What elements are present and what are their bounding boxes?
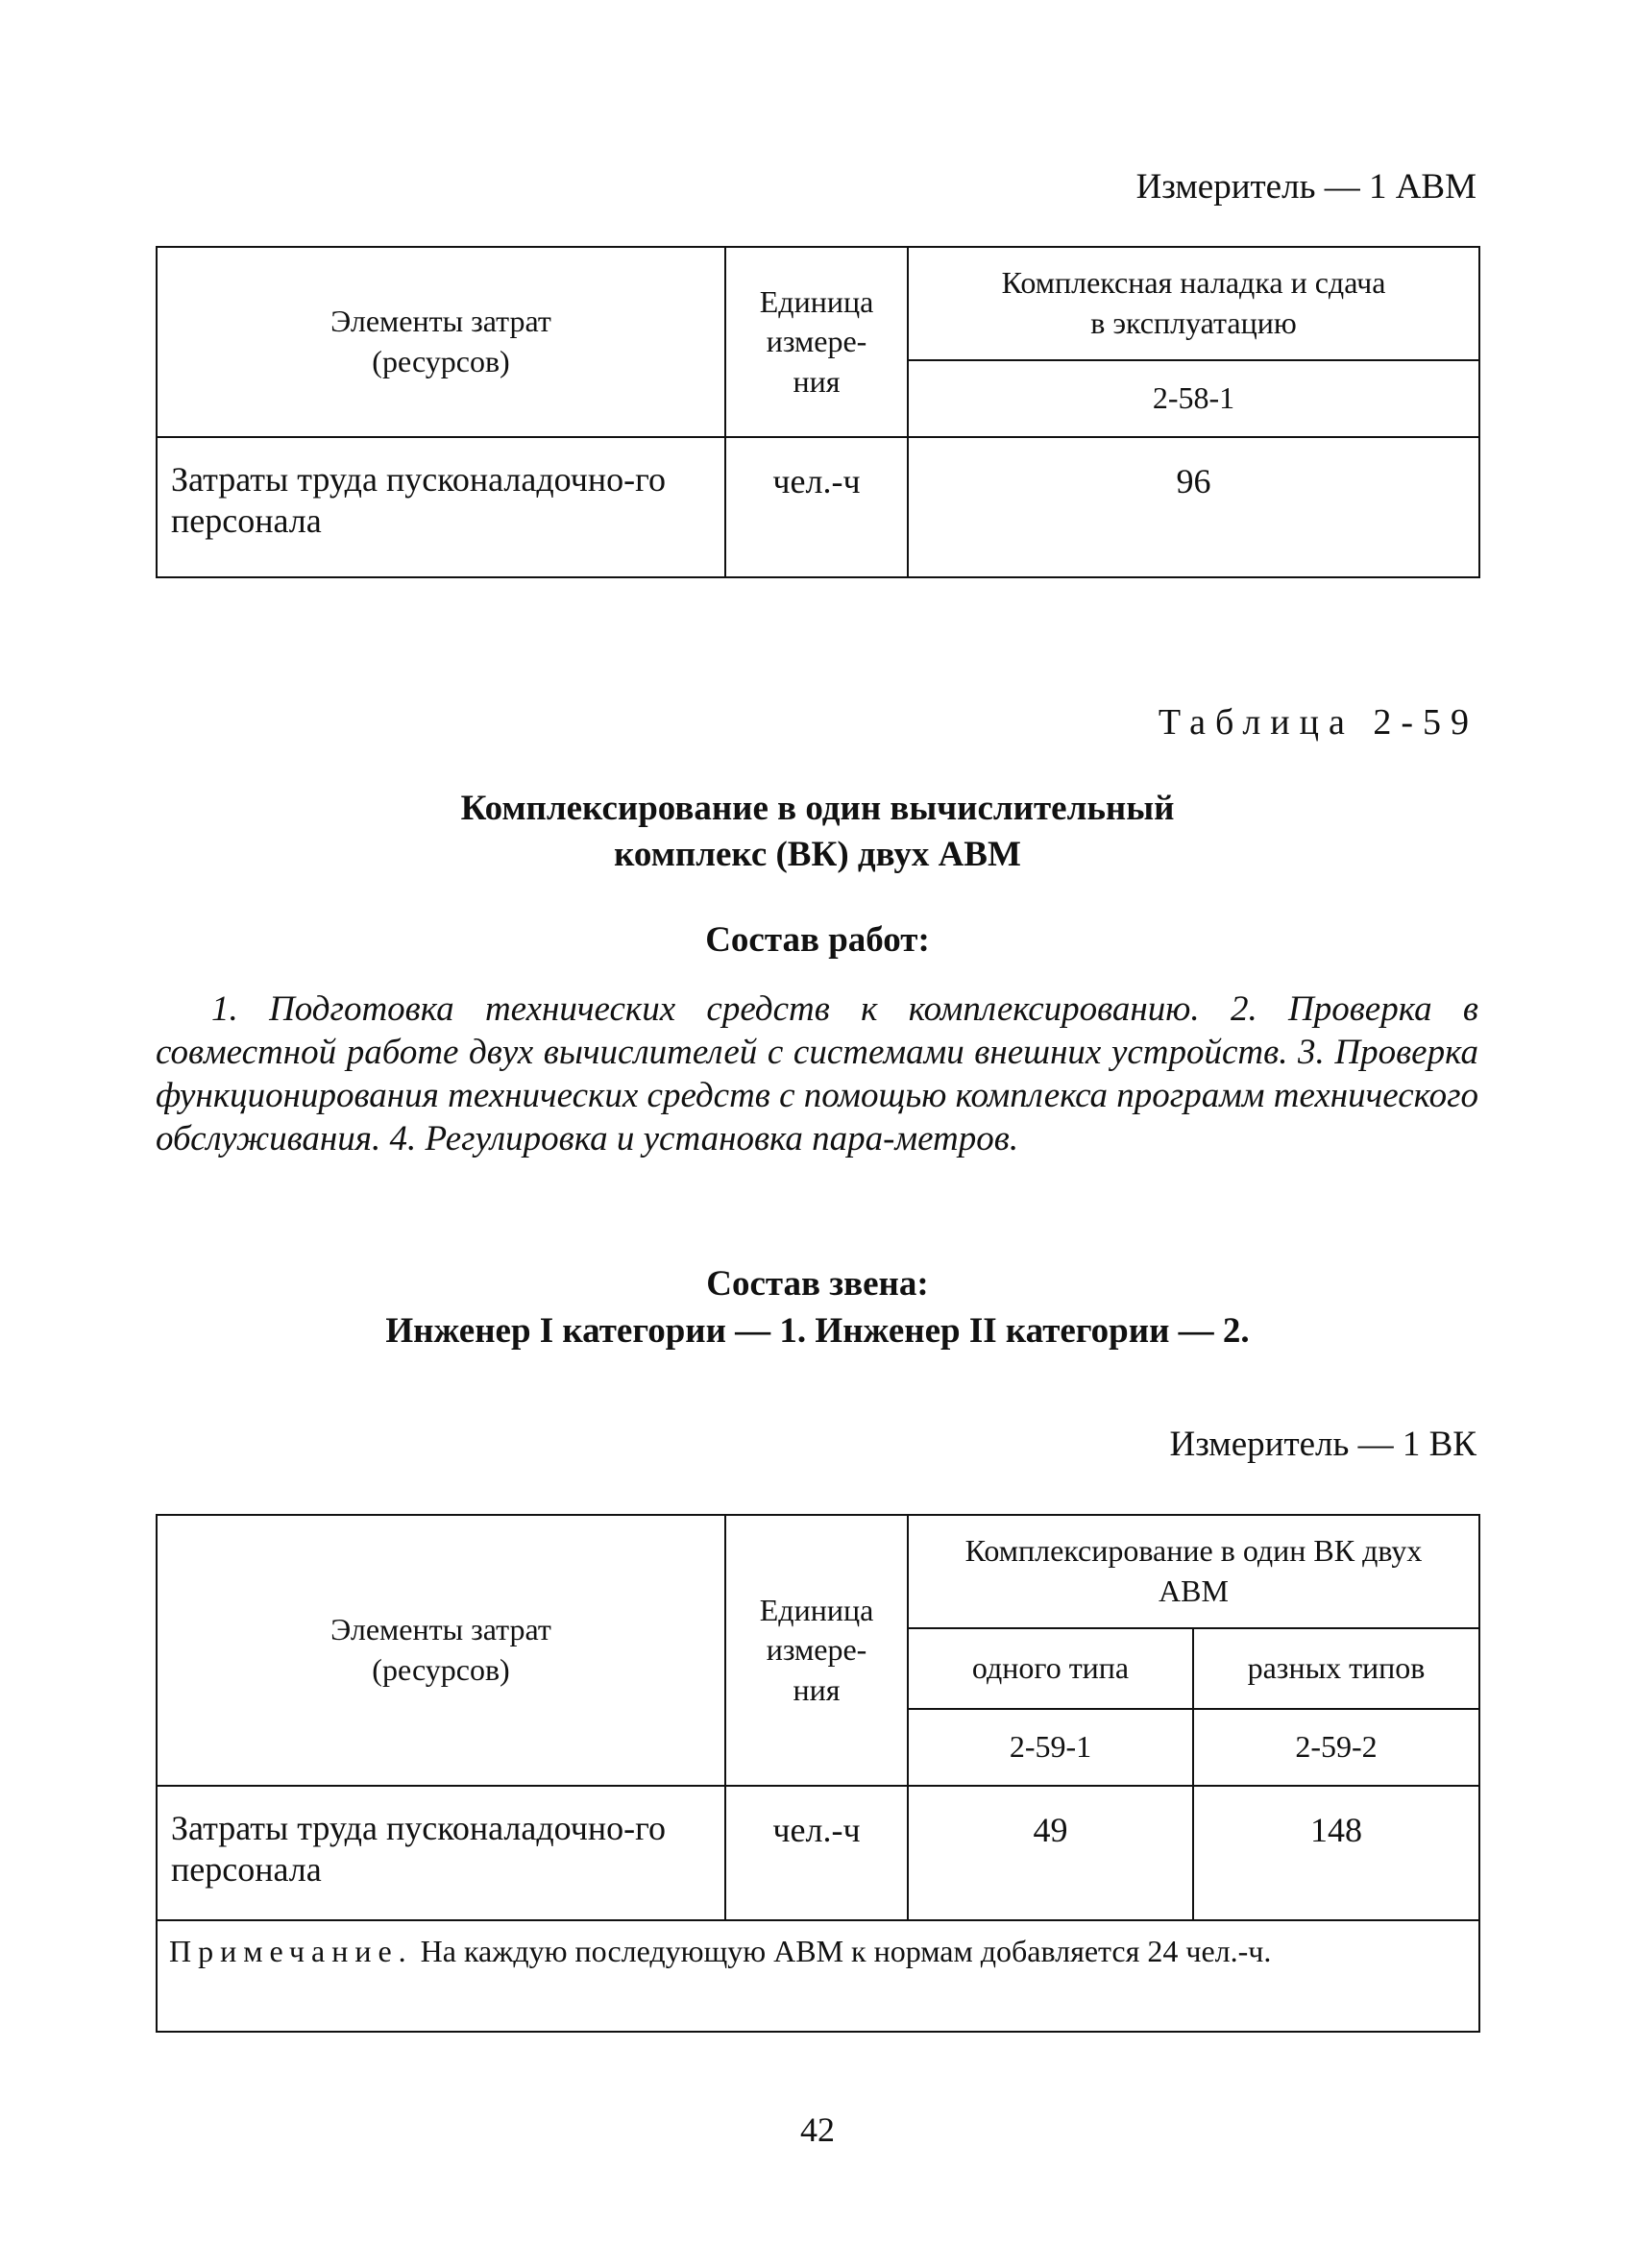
table2-measure: Измеритель — 1 ВК [1169,1425,1476,1464]
note-text: На каждую последующую АВМ к нормам добавляется 24 чел.-ч. [420,1934,1272,1968]
table-number: Таблица 2-59 [1158,702,1478,743]
table1-header-code: 2-58-1 [908,360,1479,437]
table2-row-value1: 49 [908,1786,1193,1920]
table2-header-group: Комплексирование в один ВК двух АВМ [908,1515,1479,1628]
table2-note [157,1920,1479,2032]
table1-header-group: Комплексная наладка и сдача в эксплуатацию [908,247,1479,360]
table1-header-elements: Элементы затрат (ресурсов) [157,247,725,437]
table1-row-unit: чел.-ч [725,437,908,577]
table2-header-code2: 2-59-2 [1193,1709,1479,1786]
table2-header-code1: 2-59-1 [908,1709,1193,1786]
table2-row-value2: 148 [1193,1786,1479,1920]
table1-header-unit: Единица измере-ния [725,247,908,437]
table1-measure: Измеритель — 1 АВМ [1135,167,1476,207]
table2-header-unit: Единица измере-ния [725,1515,908,1786]
section-title-line2: комплекс (ВК) двух АВМ [614,835,1021,874]
crew-heading: Состав звена: [706,1264,929,1304]
note-label: Примечание. [169,1934,413,1968]
table2-row-label: Затраты труда пусконаладочно-го персонала [157,1786,725,1920]
crew-text: Инженер I категории — 1. Инженер II категории — 2. [385,1311,1250,1351]
table2-header-sub2: разных типов [1193,1628,1479,1709]
table1-row-value: 96 [908,437,1479,577]
table2-header-sub1: одного типа [908,1628,1193,1709]
works-heading: Состав работ: [705,920,930,960]
page-number: 42 [800,2110,835,2149]
works-text: 1. Подготовка технических средств к комплексированию. 2. Проверка в совместной работе двух вычислителей с системами внешних устройств. 3. Проверка функционирования технических средств с помощью комплекса программ технического обслуживания. 4. Регулировка и установка пара-метров. [156,989,1478,1158]
table-2-59 [156,1514,1480,2033]
table2-header-elements: Элементы затрат (ресурсов) [157,1515,725,1786]
table1-row-label: Затраты труда пусконаладочно-го персонала [157,437,725,577]
table2-row-unit: чел.-ч [725,1786,908,1920]
section-title-line1: Комплексирование в один вычислительный [460,789,1175,828]
table-2-58 [156,246,1480,578]
